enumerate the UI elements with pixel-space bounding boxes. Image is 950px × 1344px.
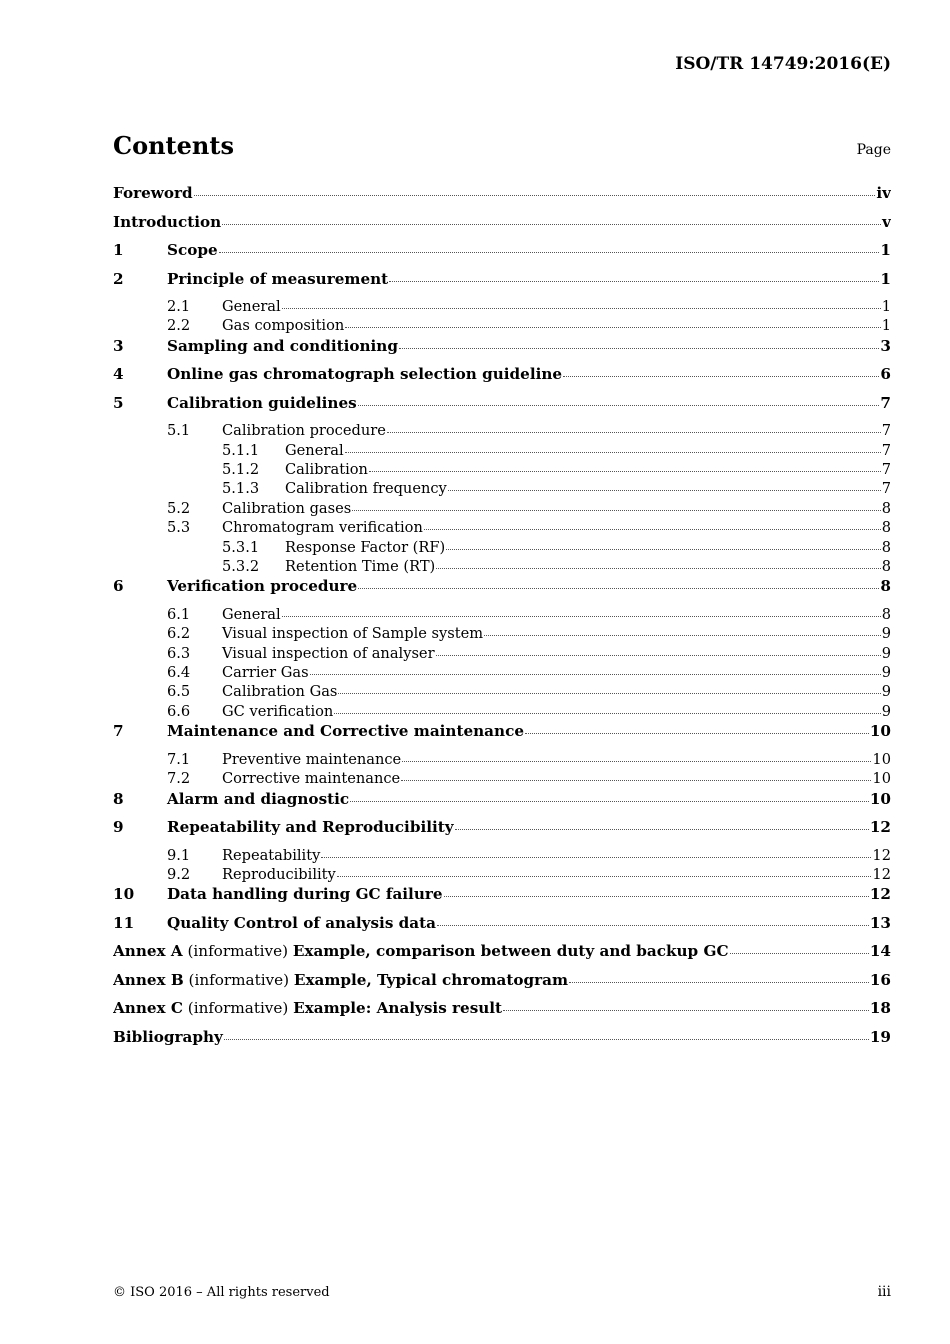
toc-entry-page: 8	[881, 558, 891, 576]
toc-entry[interactable]	[113, 770, 891, 789]
toc-entry-page: 9	[881, 625, 891, 643]
toc-entry-title: Chromatogram verification	[222, 519, 423, 537]
annex-note: (informative)	[182, 942, 293, 961]
toc-entry-number: 9.1	[167, 846, 191, 864]
toc-entry-title: Scope	[167, 241, 218, 259]
toc-entry-number: 2.1	[167, 298, 191, 315]
toc-entry-title: Preventive maintenance	[222, 750, 402, 768]
toc-entry-page: 9	[881, 702, 891, 720]
dot-leader	[369, 471, 881, 472]
toc-entry-page: 8	[881, 499, 891, 517]
dot-leader	[402, 761, 871, 762]
toc-entry[interactable]	[113, 683, 891, 702]
toc-entry-title: Alarm and diagnostic	[167, 789, 350, 808]
toc-entry-number: 5.3.2	[222, 558, 260, 576]
dot-leader	[321, 857, 871, 858]
toc-entry-page: 7	[881, 480, 891, 498]
toc-entry-page: 7	[881, 461, 891, 479]
toc-entry-page: 7	[881, 422, 891, 440]
toc-entry-number: 5.1.1	[222, 441, 260, 459]
toc-entry-title: Quality Control of analysis data	[167, 913, 436, 932]
dot-leader	[437, 925, 869, 926]
toc-entry[interactable]	[113, 480, 891, 499]
toc-entry[interactable]	[113, 847, 891, 866]
toc-entry-page: 14	[869, 942, 891, 961]
toc-entry-page: 7	[881, 441, 891, 459]
toc-entry[interactable]	[113, 184, 891, 213]
document-id: ISO/TR 14749:2016(E)	[675, 54, 891, 74]
toc-entry-title: Calibration procedure	[222, 422, 386, 440]
toc-entry[interactable]	[113, 942, 891, 971]
dot-leader	[484, 635, 881, 636]
toc-entry-page: 9	[881, 664, 891, 682]
toc-entry-title	[113, 942, 729, 960]
toc-entry[interactable]	[113, 971, 891, 1000]
toc-entry-number: 9.2	[167, 865, 191, 883]
annex-note: (informative)	[183, 970, 294, 989]
dot-leader	[730, 953, 869, 954]
toc-entry[interactable]	[113, 461, 891, 480]
toc-entry-page: 18	[869, 999, 891, 1018]
toc-entry-title	[113, 971, 568, 989]
toc-entry-title: General	[222, 605, 281, 623]
toc-entry-page: 8	[881, 538, 891, 556]
toc-entry-page: 12	[869, 885, 891, 904]
toc-entry-page: 10	[872, 770, 891, 788]
dot-leader	[350, 801, 869, 802]
toc-entry-title: Introduction	[113, 212, 222, 231]
toc-entry[interactable]	[113, 818, 891, 847]
toc-entry-page: 1	[881, 317, 891, 335]
toc-entry-title: Calibration frequency	[285, 480, 447, 498]
page-number: iii	[877, 1284, 891, 1300]
toc-entry[interactable]	[113, 751, 891, 770]
toc-entry[interactable]	[113, 703, 891, 722]
toc-entry-title: Gas composition	[222, 317, 345, 335]
dot-leader	[194, 195, 876, 196]
toc-entry-page: v	[882, 212, 891, 231]
toc-entry-title: Online gas chromatograph selection guideline	[167, 365, 563, 384]
toc-entry[interactable]	[113, 519, 891, 538]
annex-label: Annex A	[113, 942, 183, 961]
toc-entry[interactable]	[113, 664, 891, 683]
toc-entry-number: 5	[113, 393, 124, 412]
toc-entry-page: 8	[881, 519, 891, 537]
toc-entry[interactable]	[113, 999, 891, 1028]
dot-leader	[222, 224, 881, 225]
toc-entry-title: Calibration Gas	[222, 683, 338, 701]
toc-entry-title	[113, 999, 502, 1017]
toc-entry-title: Repeatability	[222, 846, 321, 864]
toc-entry-number: 4	[113, 365, 124, 384]
dot-leader	[569, 982, 869, 983]
toc-entry-title: Verification procedure	[167, 577, 358, 596]
toc-entry[interactable]	[113, 625, 891, 644]
toc-entry-page: 8	[881, 605, 891, 623]
annex-title: Example, Typical chromatogram	[293, 970, 569, 989]
toc-entry-number: 6.1	[167, 605, 191, 623]
toc-entry-number: 5.1	[167, 422, 191, 440]
toc-entry-number: 7	[113, 722, 124, 741]
toc-entry[interactable]	[113, 1028, 891, 1057]
toc-entry[interactable]	[113, 885, 891, 914]
dot-leader	[338, 693, 880, 694]
dot-leader	[389, 281, 879, 282]
dot-leader	[337, 876, 872, 877]
toc-entry-number: 11	[113, 913, 135, 932]
toc-entry-page: 10	[872, 750, 891, 768]
dot-leader	[310, 674, 881, 675]
dot-leader	[219, 252, 880, 253]
toc-entry-number: 9	[113, 818, 124, 837]
toc-entry[interactable]	[113, 606, 891, 625]
dot-leader	[448, 490, 881, 491]
page-column-label: Page	[856, 142, 891, 158]
toc-entry-title: Data handling during GC failure	[167, 885, 443, 904]
dot-leader	[401, 780, 871, 781]
toc-entry-number: 5.2	[167, 499, 191, 517]
toc-entry-number: 6	[113, 577, 124, 596]
toc-entry-title: Calibration gases	[222, 499, 352, 517]
toc-entry[interactable]	[113, 558, 891, 577]
toc-entry-title: GC verification	[222, 702, 334, 720]
toc-entry[interactable]	[113, 422, 891, 441]
toc-entry[interactable]	[113, 337, 891, 366]
toc-entry-number: 7.2	[167, 770, 191, 788]
dot-leader	[358, 405, 880, 406]
toc-entry[interactable]	[113, 539, 891, 558]
toc-entry-page: iv	[876, 184, 891, 202]
page-title: Contents	[113, 131, 234, 160]
toc-entry[interactable]	[113, 317, 891, 336]
toc-entry-title: Foreword	[113, 184, 193, 202]
toc-entry-title: Reproducibility	[222, 865, 336, 883]
dot-leader	[224, 1039, 869, 1040]
toc-entry-page: 19	[869, 1027, 891, 1046]
dot-leader	[387, 432, 881, 433]
table-of-contents	[113, 184, 891, 1056]
toc-entry-number: 2	[113, 269, 124, 288]
toc-entry-title: General	[222, 298, 281, 315]
toc-entry-number: 10	[113, 885, 135, 904]
toc-entry[interactable]	[113, 500, 891, 519]
toc-entry-title: General	[285, 441, 344, 459]
annex-label: Annex C	[113, 999, 183, 1018]
toc-entry[interactable]	[113, 866, 891, 885]
toc-entry-number: 8	[113, 789, 124, 808]
dot-leader	[334, 713, 880, 714]
toc-entry-number: 5.1.2	[222, 461, 260, 479]
toc-entry[interactable]	[113, 298, 891, 317]
toc-entry-title: Repeatability and Reproducibility	[167, 818, 454, 837]
dot-leader	[352, 510, 880, 511]
toc-entry-page: 8	[880, 577, 891, 596]
toc-entry-number: 6.4	[167, 664, 191, 682]
toc-entry[interactable]	[113, 577, 891, 606]
dot-leader	[282, 308, 881, 309]
toc-entry-page: 3	[880, 336, 891, 355]
toc-entry-title: Retention Time (RT)	[285, 558, 436, 576]
dot-leader	[446, 549, 881, 550]
toc-entry-title: Calibration	[285, 461, 368, 479]
toc-entry-number: 6.2	[167, 625, 191, 643]
toc-entry-page: 9	[881, 644, 891, 662]
toc-entry-page: 10	[869, 722, 891, 741]
dot-leader	[525, 733, 869, 734]
toc-entry-number: 6.5	[167, 683, 191, 701]
toc-entry-number: 5.3	[167, 519, 191, 537]
toc-entry-title: Visual inspection of analyser	[222, 644, 435, 662]
toc-entry-page: 12	[872, 846, 891, 864]
toc-entry-title: Visual inspection of Sample system	[222, 625, 484, 643]
dot-leader	[563, 376, 879, 377]
toc-entry-page: 16	[869, 970, 891, 989]
toc-entry[interactable]	[113, 722, 891, 751]
copyright-notice: © ISO 2016 – All rights reserved	[113, 1285, 330, 1300]
toc-entry-page: 13	[869, 913, 891, 932]
toc-entry-page: 1	[881, 298, 891, 315]
toc-entry-page: 1	[880, 269, 891, 288]
toc-entry-number: 5.3.1	[222, 538, 260, 556]
dot-leader	[444, 896, 869, 897]
toc-entry[interactable]	[113, 645, 891, 664]
annex-label: Annex B	[113, 970, 184, 989]
toc-entry[interactable]	[113, 241, 891, 270]
toc-entry[interactable]	[113, 213, 891, 242]
toc-entry-number: 6.3	[167, 644, 191, 662]
toc-entry-number: 7.1	[167, 750, 191, 768]
dot-leader	[345, 452, 881, 453]
toc-entry-title: Sampling and conditioning	[167, 336, 398, 355]
dot-leader	[399, 348, 879, 349]
toc-entry[interactable]	[113, 914, 891, 943]
dot-leader	[436, 655, 881, 656]
toc-entry-title: Principle of measurement	[167, 269, 389, 288]
toc-entry[interactable]	[113, 394, 891, 423]
dot-leader	[503, 1010, 869, 1011]
annex-title: Example, comparison between duty and backup GC	[292, 942, 729, 961]
toc-entry-title: Response Factor (RF)	[285, 538, 446, 556]
toc-entry-number: 2.2	[167, 317, 191, 335]
dot-leader	[358, 588, 879, 589]
annex-note: (informative)	[182, 999, 294, 1018]
toc-entry[interactable]	[113, 270, 891, 299]
toc-entry-page: 10	[869, 789, 891, 808]
toc-entry-page: 7	[880, 393, 891, 412]
toc-entry-number: 5.1.3	[222, 480, 260, 498]
toc-entry-page: 6	[880, 365, 891, 384]
toc-entry-number: 6.6	[167, 702, 191, 720]
toc-entry-page: 12	[869, 818, 891, 837]
dot-leader	[455, 829, 869, 830]
toc-entry-title: Calibration guidelines	[167, 393, 357, 412]
toc-entry-page: 1	[880, 241, 891, 259]
annex-title: Example: Analysis result	[293, 999, 503, 1018]
toc-entry[interactable]	[113, 442, 891, 461]
toc-entry[interactable]	[113, 365, 891, 394]
dot-leader	[436, 568, 880, 569]
toc-entry-title: Carrier Gas	[222, 664, 309, 682]
toc-entry-page: 9	[881, 683, 891, 701]
toc-entry-number: 1	[113, 241, 124, 259]
dot-leader	[424, 529, 881, 530]
toc-entry-number: 3	[113, 336, 124, 355]
toc-entry-title: Maintenance and Corrective maintenance	[167, 722, 524, 741]
toc-entry[interactable]	[113, 790, 891, 819]
toc-entry-page: 12	[872, 865, 891, 883]
toc-entry-title: Corrective maintenance	[222, 770, 401, 788]
dot-leader	[345, 327, 880, 328]
dot-leader	[282, 616, 881, 617]
toc-entry-title: Bibliography	[113, 1027, 223, 1046]
